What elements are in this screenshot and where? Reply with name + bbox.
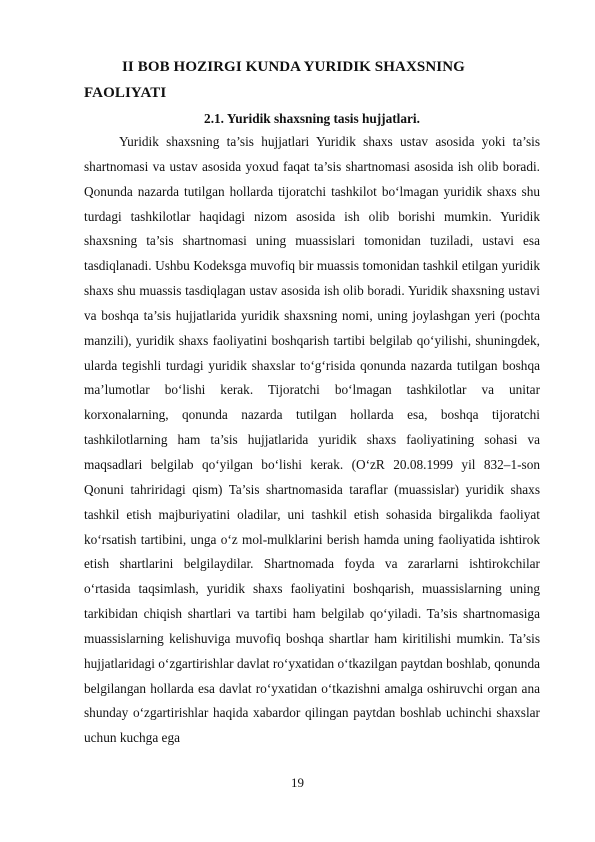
section-heading: 2.1. Yuridik shaxsning tasis hujjatlari. (204, 111, 420, 126)
chapter-heading: II BOB HOZIRGI KUNDA YURIDIK SHAXSNING FAOLIYATI (84, 59, 465, 101)
body-paragraph: Yuridik shaxsning ta’sis hujjatlari Yuridik shaxs ustav asosida yoki ta’sis shartnomasi va ustav asosida yoxud faqat ta’sis shartnomasi asosida ish olib boradi. Qonunda nazarda tutilgan hollarda tijoratchi tashkilot bo‘lmagan yuridik shaxs shu turdagi tashkilotlar haqidagi nizom asosida ish olib borishi mumkin. Yuridik shaxsning ta’sis shartnomasi uning muassislari tomonidan tuziladi, ustavi esa tasdiqlanadi. Ushbu Kodeksga muvofiq bir muassis tomonidan tashkil etilgan yuridik shaxs shu muassis tasdiqlagan ustav asosida ish olib boradi. Yuridik shaxsning ustavi va boshqa ta’sis hujjatlarida yuridik shaxsning nomi, uning joylashgan yeri (pochta manzili), yuridik shaxs faoliyatini boshqarish tartibi belgilab qo‘yilishi, shuningdek, ularda tegishli turdagi yuridik shaxslar to‘g‘risida qonunda nazarda tutilgan boshqa ma’lumotlar bo‘lishi kerak. Tijoratchi bo‘lmagan tashkilotlar va unitar korxonalarning, qonunda nazarda tutilgan hollarda esa, boshqa tijoratchi tashkilotlarning ham ta’sis hujjatlarida yuridik shaxs faoliyatining sohasi va maqsadlari belgilab qo‘yilgan bo‘lishi kerak. (O‘zR 20.08.1999 yil 832–1-son Qonuni tahriridagi qism) Ta’sis shartnomasida taraflar (muassislar) yuridik shaxs tashkil etish majburiyatini oladilar, uni tashkil etish sohasida birgalikda faoliyat ko‘rsatish tartibini, unga o‘z mol-mulklarini berish hamda uning faoliyatida ishtirok etish shartlarini belgilaydilar. Shartnomada foyda va zararlarni ishtirokchilar o‘rtasida taqsimlash, yuridik shaxs faoliyatini boshqarish, muassislarning uning tarkibidan chiqish shartlari va tartibi ham belgilab qo‘yiladi. Ta’sis shartnomasiga muassislarning kelishuviga muvofiq boshqa shartlar ham kiritilishi mumkin. Ta’sis hujjatlaridagi o‘zgartirishlar davlat ro‘yxatidan o‘tkazilgan paytdan boshlab, qonunda belgilangan hollarda esa davlat ro‘yxatidan o‘tkazishni amalga oshiruvchi organ ana shunday o‘zgartirishlar haqida xabardor qilingan paytdan boshlab uchinchi shaxslar uchun kuchga ega (84, 134, 540, 746)
page-number: 19 (291, 775, 304, 790)
